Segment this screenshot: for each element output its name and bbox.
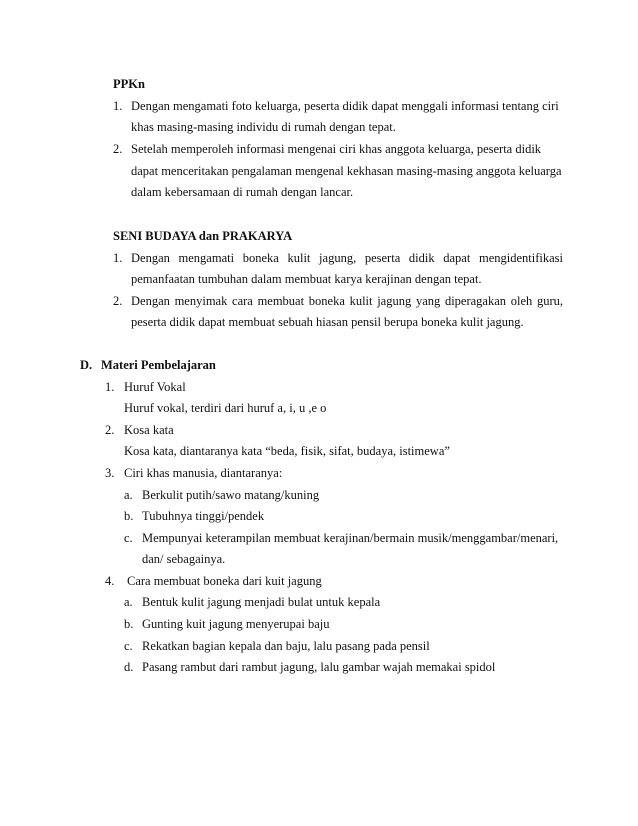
- ppkn-item-1-number: 1.: [113, 99, 123, 113]
- materi-item-4a-letter: a.: [124, 595, 133, 609]
- seni-item-1-line-1: Dengan mengamati boneka kulit jagung, peserta didik dapat mengidentifikasi: [131, 251, 563, 265]
- materi-item-4d-text: Pasang rambut dari rambut jagung, lalu gambar wajah memakai spidol: [142, 660, 496, 674]
- materi-item-3-title: Ciri khas manusia, diantaranya:: [124, 466, 283, 480]
- materi-heading: Materi Pembelajaran: [101, 358, 216, 372]
- ppkn-item-2-number: 2.: [113, 142, 123, 156]
- materi-item-4d-letter: d.: [124, 660, 134, 674]
- ppkn-item-1-line-2: khas masing-masing individu di rumah dengan tepat.: [131, 120, 396, 134]
- materi-item-2-number: 2.: [105, 423, 115, 437]
- materi-item-3a-text: Berkulit putih/sawo matang/kuning: [142, 488, 320, 502]
- materi-item-1-number: 1.: [105, 380, 115, 394]
- materi-item-4a-text: Bentuk kulit jagung menjadi bulat untuk kepala: [142, 595, 381, 609]
- materi-item-4-title: Cara membuat boneka dari kuit jagung: [127, 574, 322, 588]
- materi-item-1-desc: Huruf vokal, terdiri dari huruf a, i, u ,e o: [124, 401, 327, 415]
- materi-item-2-desc: Kosa kata, diantaranya kata “beda, fisik, sifat, budaya, istimewa”: [124, 444, 450, 458]
- materi-item-3b-text: Tubuhnya tinggi/pendek: [142, 509, 265, 523]
- seni-item-2-line-1: Dengan menyimak cara membuat boneka kulit jagung yang diperagakan oleh guru,: [131, 294, 563, 308]
- seni-item-2-line-2: peserta didik dapat membuat sebuah hiasan pensil berupa boneka kulit jagung.: [131, 315, 524, 329]
- ppkn-item-2-line-1: Setelah memperoleh informasi mengenai ciri khas anggota keluarga, peserta didik: [131, 142, 542, 156]
- materi-item-4c-letter: c.: [124, 639, 133, 653]
- materi-item-3c-letter: c.: [124, 531, 133, 545]
- seni-heading: SENI BUDAYA dan PRAKARYA: [113, 229, 293, 243]
- materi-item-4-number: 4.: [105, 574, 115, 588]
- seni-item-2-number: 2.: [113, 294, 123, 308]
- materi-item-4b-text: Gunting kuit jagung menyerupai baju: [142, 617, 330, 631]
- materi-item-4c-text: Rekatkan bagian kepala dan baju, lalu pasang pada pensil: [142, 639, 430, 653]
- materi-item-3c-line-2: dan/ sebagainya.: [142, 552, 226, 566]
- materi-item-2-title: Kosa kata: [124, 423, 174, 437]
- ppkn-item-2-line-3: dalam kebersamaan di rumah dengan lancar.: [131, 185, 354, 199]
- materi-item-3c-line-1: Mempunyai keterampilan membuat kerajinan/bermain musik/menggambar/menari,: [142, 531, 559, 545]
- seni-item-1-number: 1.: [113, 251, 123, 265]
- materi-item-3-number: 3.: [105, 466, 115, 480]
- materi-item-3a-letter: a.: [124, 488, 133, 502]
- seni-item-1-line-2: pemanfaatan tumbuhan dalam membuat karya kerajinan dengan tepat.: [131, 272, 482, 286]
- ppkn-item-2-line-2: dapat menceritakan pengalaman mengenal kekhasan masing-masing anggota keluarga: [131, 164, 562, 178]
- ppkn-heading: PPKn: [113, 77, 145, 91]
- materi-item-1-title: Huruf Vokal: [124, 380, 186, 394]
- materi-item-4b-letter: b.: [124, 617, 134, 631]
- section-d-letter: D.: [80, 358, 93, 372]
- materi-item-3b-letter: b.: [124, 509, 134, 523]
- ppkn-item-1-line-1: Dengan mengamati foto keluarga, peserta didik dapat menggali informasi tentang ciri: [131, 99, 559, 113]
